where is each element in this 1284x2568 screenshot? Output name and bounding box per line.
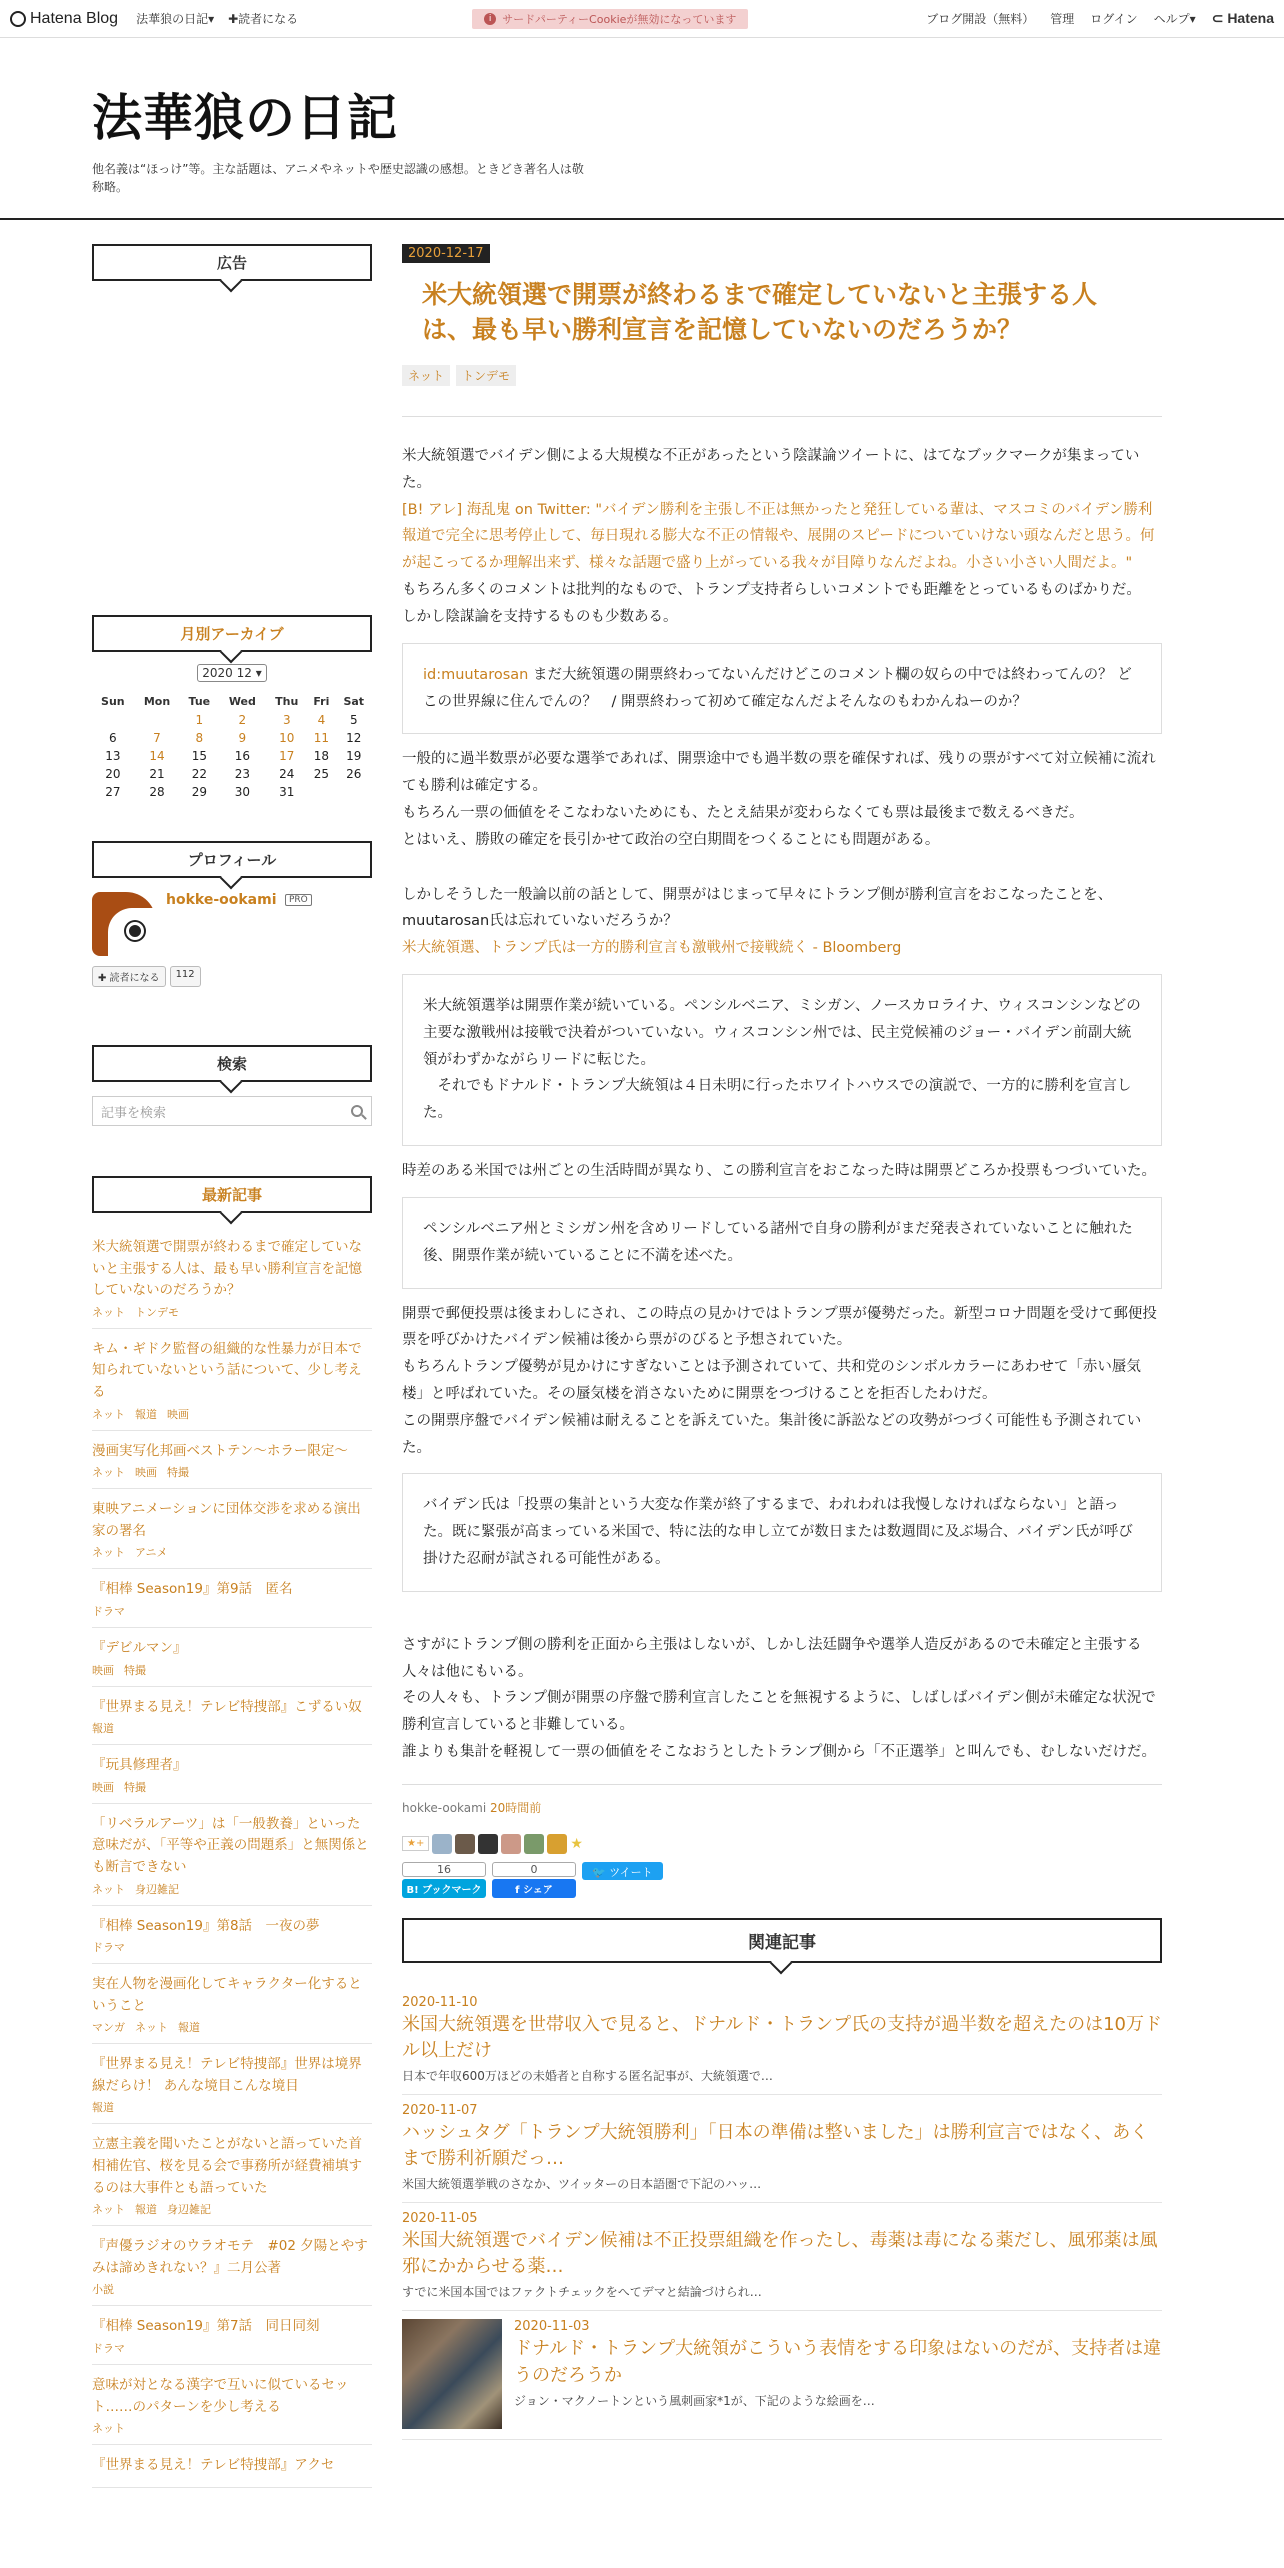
calendar-day: 23 — [234, 767, 250, 781]
recent-item-categories — [92, 2099, 372, 2115]
recent-item-title[interactable]: 『相棒 Season19』第7話 同日同刻 — [92, 2318, 320, 2335]
hatena-logo-icon — [10, 11, 26, 27]
calendar-day: 26 — [346, 767, 362, 781]
blog-menu[interactable]: 法華狼の日記▾ — [136, 12, 215, 26]
recent-item-categories — [92, 1939, 372, 1955]
recent-item-title[interactable]: 『相棒 Season19』第9話 匿名 — [92, 1581, 293, 1598]
category-tag[interactable]: 映画 — [92, 1663, 114, 1677]
author-name[interactable]: hokke-ookami — [402, 1800, 487, 1815]
related-list — [402, 1987, 1162, 2441]
recent-item — [92, 2445, 372, 2488]
blockquote: ペンシルベニア州とミシガン州を含めリードしている諸州で自身の勝利がまだ発表されていないことに触れた後、開票作業が続いていることに不満を述べた。 — [402, 1197, 1162, 1289]
category-tag[interactable]: 小説 — [92, 2283, 114, 2297]
avatar[interactable] — [92, 892, 156, 956]
category-tag[interactable]: マンガ — [92, 2021, 125, 2035]
share-buttons — [402, 1862, 1162, 1898]
category-tag[interactable]: ネット — [92, 1407, 125, 1421]
related-item — [402, 2095, 1162, 2203]
category-tag[interactable]: ネット — [92, 2203, 125, 2217]
recent-item-title[interactable]: 実在人物を漫画化してキャラクター化するということ — [92, 1976, 362, 2014]
recent-item-title[interactable]: 意味が対となる漢字で互いに似ているセット……のパターンを少し考える — [92, 2377, 349, 2415]
related-title: 関連記事 — [402, 1918, 1162, 1963]
tweet-label: ツイート — [609, 1865, 653, 1879]
related-summary: ジョン・マクノートンという風刺画家*1が、下記のような絵画を… — [514, 2393, 875, 2408]
category-tag[interactable]: ネット — [92, 1466, 125, 1480]
cookie-notice-text: サードパーティーCookieが無効になっています — [502, 12, 737, 26]
calendar-day: 18 — [313, 749, 330, 763]
related-item-title[interactable]: 米国大統領選を世帯収入で見ると、ドナルド・トランプ氏の支持が過半数を超えたのは10万ドル以上だけ — [402, 2013, 1162, 2061]
category-tag[interactable]: トンデモ — [456, 365, 516, 386]
related-date[interactable]: 2020-11-03 — [514, 2319, 590, 2335]
paragraph: その人々も、トランプ側が開票の序盤で勝利宣言したことを無視するように、しばしばバイデン側が未確定な状況で勝利宣言していると非難している。 — [402, 1690, 1156, 1734]
recent-item — [92, 1227, 372, 1329]
calendar-day: 12 — [346, 731, 362, 745]
star-user-icon[interactable] — [455, 1834, 475, 1854]
calendar-day: 13 — [105, 749, 121, 763]
related-date[interactable]: 2020-11-07 — [402, 2103, 478, 2119]
recent-item — [92, 1569, 372, 1628]
profile-name[interactable]: hokke-ookami — [166, 892, 277, 908]
add-star-button[interactable]: ★+ — [402, 1836, 429, 1851]
category-tag[interactable]: 報道 — [135, 1407, 157, 1421]
category-tag[interactable]: ネット — [92, 1305, 125, 1319]
calendar-day[interactable]: 3 — [282, 713, 291, 727]
quote-text: まだ大統領選の開票終わってないんだけどこのコメント欄の奴らの中では終わってんの？ どこの世界線に住んでんの？ / 開票終わって初めて確定なんだよそんなのもわかんねーのか？ — [423, 666, 1132, 710]
category-tag[interactable]: ネット — [135, 2021, 168, 2035]
calendar-day — [134, 711, 181, 729]
related-item — [402, 2203, 1162, 2311]
recent-item-categories — [92, 1406, 372, 1422]
related-item-title[interactable]: 米国大統領選でバイデン候補は不正投票組織を作ったし、毒薬は毒になる薬だし、風邪薬は風邪にかからせる薬… — [402, 2230, 1158, 2278]
calendar-day: 19 — [346, 749, 362, 763]
recent-item-categories — [92, 2019, 372, 2035]
recent-item — [92, 1745, 372, 1804]
calendar-day[interactable]: 1 — [195, 713, 204, 727]
related-date[interactable]: 2020-11-05 — [402, 2211, 478, 2227]
recent-item — [92, 2124, 372, 2226]
recent-item-title[interactable]: キム・ギドク監督の組織的な性暴力が日本で知られていないという話について、少し考える — [92, 1340, 362, 1400]
search-input[interactable] — [92, 1096, 372, 1126]
recent-item — [92, 2044, 372, 2124]
calendar-weekday: Sat — [343, 695, 365, 708]
recent-item-categories — [92, 1779, 372, 1795]
bookmark-count[interactable]: 16 — [402, 1862, 486, 1877]
recent-item-title[interactable]: 『世界まる見え！テレビ特捜部』アクセ — [92, 2457, 335, 2474]
calendar-day: 16 — [234, 749, 250, 763]
related-item-title[interactable]: ドナルド・トランプ大統領がこういう表情をする印象はないのだが、支持者は違うのだろうか — [514, 2338, 1162, 2386]
recent-item-categories — [92, 1304, 372, 1320]
blog-description: 他名義は“ほっけ”等。主な話題は、アニメやネットや歴史認識の感想。ときどき著名人は敬称略。 — [92, 162, 584, 194]
blockquote — [402, 643, 1162, 735]
paragraph: とはいえ、勝敗の確定を長引かせて政治の空白期間をつくることにも問題がある。 — [402, 831, 940, 848]
category-tag[interactable]: 報道 — [178, 2021, 200, 2035]
star-user-icon[interactable] — [501, 1834, 521, 1854]
help-menu[interactable]: ヘルプ▾ — [1153, 12, 1196, 26]
category-tag[interactable]: アニメ — [135, 1546, 168, 1560]
recent-item — [92, 1804, 372, 1906]
category-tag[interactable]: 身辺雑記 — [167, 2203, 211, 2217]
info-icon: i — [484, 13, 496, 25]
search-module-title: 検索 — [92, 1045, 372, 1082]
follower-count[interactable]: 112 — [170, 966, 201, 987]
bookmark-button[interactable]: B! ブックマーク — [402, 1879, 486, 1898]
calendar-day: 30 — [234, 785, 250, 799]
calendar-day: 21 — [149, 767, 165, 781]
related-thumbnail[interactable] — [402, 2319, 502, 2429]
recent-item-categories — [92, 1662, 372, 1678]
recent-item — [92, 2226, 372, 2306]
calendar-day — [336, 783, 372, 801]
calendar-weekday: Mon — [143, 695, 171, 708]
related-item — [402, 2311, 1162, 2440]
category-tag[interactable]: 特撮 — [124, 1663, 146, 1677]
recent-item-categories — [92, 1881, 372, 1897]
calendar-day — [92, 711, 134, 729]
calendar-day: 22 — [191, 767, 207, 781]
category-tag[interactable]: 身辺雑記 — [135, 1882, 179, 1896]
related-summary: 米国大統領選挙戦のさなか、ツイッターの日本語圏で下記のハッ… — [402, 2177, 762, 2192]
subscribe-button[interactable]: ✚ 読者になる — [92, 966, 166, 987]
user-link[interactable]: id:muutarosan — [423, 666, 529, 683]
bookmark-link[interactable]: [B! アレ] 海乱鬼 on Twitter: "バイデン勝利を主張し不正は無かったと発狂している輩は、マスコミのバイデン勝利報道で完全に思考停止して、毎日現れる膨大な不正の情報や、展開のスピードについていけない頭なんだと思う。何が起こってるか理解出来ず、様々な話題で盛り上がっている我々が目障りなんだよね。小さい小さい人間だよ。" — [402, 501, 1155, 572]
hatena-logo[interactable]: ⊂ Hatena — [1211, 10, 1274, 26]
category-tag[interactable]: ネット — [92, 1546, 125, 1560]
recent-item — [92, 1964, 372, 2044]
hatena-blog-logo[interactable] — [10, 10, 118, 28]
recent-item-title[interactable]: 『声優ラジオのウラオモテ #02 夕陽とやすみは諦めきれない？』二月公著 — [92, 2238, 368, 2276]
calendar-day: 15 — [191, 749, 207, 763]
category-tag[interactable]: 報道 — [92, 1722, 114, 1736]
category-tag[interactable]: 映画 — [167, 1407, 189, 1421]
divider — [402, 416, 1162, 417]
category-tag[interactable]: ドラマ — [92, 1941, 125, 1955]
logo-text: Hatena Blog — [30, 9, 119, 27]
recent-item-title[interactable]: 『世界まる見え！テレビ特捜部』こずるい奴 — [92, 1698, 362, 1715]
recent-item-categories — [92, 2201, 372, 2217]
archive-module-title[interactable]: 月別アーカイブ — [92, 615, 372, 652]
search-placeholder: 記事を検索 — [101, 1105, 167, 1121]
calendar-day: 27 — [105, 785, 121, 799]
related-item-title[interactable]: ハッシュタグ「トランプ大統領勝利」「日本の準備は整いました」は勝利宣言ではなく、あくまで勝利祈願だっ… — [402, 2122, 1149, 2170]
calendar-day[interactable]: 14 — [149, 749, 165, 763]
related-summary: 日本で年収600万ほどの未婚者と自称する匿名記事が、大統領選で… — [402, 2069, 773, 2084]
related-item — [402, 1987, 1162, 2095]
blog-title[interactable]: 法華狼の日記 — [92, 89, 398, 147]
calendar-day: 25 — [313, 767, 330, 781]
login-link[interactable]: ログイン — [1090, 12, 1138, 26]
calendar-day: 6 — [109, 731, 117, 745]
quote-text: それでもドナルド・トランプ大統領は４日未明に行ったホワイトハウスでの演説で、一方的に勝利を宣言した。 — [423, 1078, 1132, 1122]
recent-item-title[interactable]: 「リベラルアーツ」は「一般教養」といった意味だが、「平等や正義の問題系」と無関係とも断言できない — [92, 1815, 369, 1875]
recent-item-title[interactable]: 『デビルマン』 — [92, 1639, 187, 1656]
open-blog-link[interactable]: ブログ開設（無料） — [926, 12, 1035, 26]
related-summary: すでに米国本国ではファクトチェックをへてデマと結論づけられ… — [402, 2285, 762, 2300]
recent-item — [92, 1687, 372, 1746]
calendar-day[interactable]: 17 — [279, 749, 295, 763]
archive-select[interactable]: 2020 12 ▾ — [197, 664, 266, 682]
calendar-weekday: Thu — [275, 695, 299, 708]
calendar-day[interactable]: 8 — [195, 731, 204, 745]
calendar-day[interactable]: 10 — [279, 731, 295, 745]
category-tag[interactable]: 報道 — [92, 2101, 114, 2115]
blog-header — [0, 38, 1284, 220]
paragraph: 時差のある米国では州ごとの生活時間が異なり、この勝利宣言をおこなった時は開票どころか投票もつづいていた。 — [402, 1163, 1156, 1180]
search-icon[interactable] — [351, 1105, 363, 1117]
calendar-day[interactable]: 9 — [238, 731, 247, 745]
paragraph: 開票で郵便投票は後まわしにされ、この時点の見かけではトランプ票が優勢だった。新型コロナ問題を受けて郵便投票を呼びかけたバイデン候補は後から票がのびると予想されていた。 — [402, 1305, 1157, 1349]
article-meta — [402, 1784, 1162, 1816]
star-icon: ★ — [570, 1835, 583, 1852]
paragraph: 誰よりも集計を軽視して一票の価値をそこなおうとしたトランプ側から「不正選挙」と叫んでも、むしないだけだ。 — [402, 1744, 1156, 1761]
main-content — [402, 244, 1162, 2488]
category-tag[interactable]: トンデモ — [135, 1305, 179, 1319]
recent-item-title[interactable]: 立憲主義を聞いたことがないと語っていた首相補佐官、桜を見る会で事務所が経費補填するのは大事件とも語っていた — [92, 2136, 362, 2196]
calendar-day[interactable]: 4 — [317, 713, 326, 727]
recent-item — [92, 1628, 372, 1687]
recent-item-categories — [92, 1720, 372, 1736]
blockquote — [402, 974, 1162, 1146]
archive-select-wrap — [92, 666, 372, 680]
subscribe-link[interactable]: ✚読者になる — [228, 12, 299, 26]
category-tag[interactable]: 映画 — [92, 1780, 114, 1794]
star-bar — [402, 1834, 1162, 1854]
calendar-day[interactable]: 7 — [153, 731, 161, 745]
recent-item-categories — [92, 2420, 372, 2436]
star-user-icon[interactable] — [547, 1834, 567, 1854]
tweet-button[interactable]: 🐦 ツイート — [582, 1862, 663, 1880]
ad-module-title: 広告 — [92, 244, 372, 281]
calendar-day: 20 — [105, 767, 121, 781]
global-header — [0, 0, 1284, 38]
recent-list — [92, 1227, 372, 2488]
star-user-icon[interactable] — [524, 1834, 544, 1854]
paragraph: しかし陰謀論を支持するものも少数ある。 — [402, 608, 678, 625]
recent-item-categories — [92, 1544, 372, 1560]
calendar-day: 5 — [349, 713, 358, 727]
category-tag[interactable]: ネット — [92, 1882, 125, 1896]
ad-space — [92, 295, 372, 615]
follow-row — [92, 966, 372, 987]
calendar-day[interactable]: 11 — [313, 731, 330, 745]
recent-item-categories — [92, 1603, 372, 1619]
hatena-text: Hatena — [1227, 10, 1274, 26]
article-title[interactable]: 米大統領選で開票が終わるまで確定していないと主張する人は、最も早い勝利宣言を記憶していないのだろうか？ — [422, 280, 1098, 344]
profile-module-title: プロフィール — [92, 841, 372, 878]
star-user-icon[interactable] — [432, 1834, 452, 1854]
category-tag[interactable]: 特撮 — [124, 1780, 146, 1794]
category-tag[interactable]: ドラマ — [92, 2342, 125, 2356]
paragraph: 米大統領選でバイデン側による大規模な不正があったという陰謀論ツイートに、はてなブックマークが集まっていた。 — [402, 448, 1140, 491]
recent-item-categories — [92, 2340, 372, 2356]
calendar-day — [307, 783, 335, 801]
recent-item-title[interactable]: 東映アニメーションに団体交渉を求める演出家の署名 — [92, 1501, 361, 1539]
share-count[interactable]: 0 — [492, 1862, 576, 1877]
recent-item-title[interactable]: 『相棒 Season19』第8話 一夜の夢 — [92, 1917, 320, 1934]
article-categories — [402, 365, 1162, 386]
time-ago[interactable]: 20時間前 — [489, 1800, 542, 1815]
quote-text: 米大統領選挙は開票作業が続いている。ペンシルベニア、ミシガン、ノースカロライナ、ウィスコンシンなどの主要な激戦州は接戦で決着がついていない。ウィスコンシン州では、民主党候補のジョー・バイデン前副大統領がわずかながらリードに転じた。 — [423, 998, 1141, 1068]
recent-item-title[interactable]: 漫画実写化邦画ベストテン～ホラー限定～ — [92, 1442, 348, 1459]
category-tag[interactable]: 報道 — [135, 2203, 157, 2217]
article-date[interactable]: 2020-12-17 — [402, 244, 490, 263]
paragraph: さすがにトランプ側の勝利を正面から主張はしないが、しかし法廷闘争や選挙人造反があるので未確定と主張する人々は他にもいる。 — [402, 1636, 1142, 1680]
category-tag[interactable]: 映画 — [135, 1466, 157, 1480]
recent-item-categories — [92, 1464, 372, 1480]
recent-item-title[interactable]: 米大統領選で開票が終わるまで確定していないと主張する人は、最も早い勝利宣言を記憶していないのだろうか？ — [92, 1239, 362, 1299]
paragraph: 一般的に過半数票が必要な選挙であれば、開票途中でも過半数の票を確保すれば、残りの票がすべて対立候補に流れても勝利は確定する。 — [402, 751, 1156, 795]
category-tag[interactable]: ネット — [402, 365, 450, 386]
star-user-icon[interactable] — [478, 1834, 498, 1854]
admin-link[interactable]: 管理 — [1050, 12, 1075, 26]
calendar-weekday: Tue — [188, 695, 211, 708]
category-tag[interactable]: 特撮 — [167, 1466, 189, 1480]
recent-item — [92, 1329, 372, 1431]
calendar-day: 28 — [149, 785, 165, 799]
recent-item — [92, 1906, 372, 1965]
cookie-notice[interactable] — [472, 9, 748, 29]
recent-item-categories — [92, 2281, 372, 2297]
sidebar — [92, 244, 372, 2488]
related-date[interactable]: 2020-11-10 — [402, 1994, 478, 2010]
pro-badge: PRO — [285, 894, 312, 906]
paragraph: しかしそうした一般論以前の話として、開票がはじまって早々にトランプ側が勝利宣言をおこなったことを、muutarosan氏は忘れていないだろうか？ — [402, 886, 1113, 930]
paragraph: もちろんトランプ優勢が見かけにすぎないことは予測されていて、共和党のシンボルカラーにあわせて「赤い蜃気楼」と呼ばれていた。その蜃気楼を消さないために開票をつづけることを拒否したわけだ。 — [402, 1359, 1141, 1402]
calendar-weekday: Fri — [313, 695, 330, 708]
recent-item-title[interactable]: 『玩具修理者』 — [92, 1757, 187, 1774]
recent-item — [92, 2365, 372, 2445]
recent-item — [92, 1489, 372, 1569]
category-tag[interactable]: ネット — [92, 2422, 125, 2436]
calendar-weekday: Wed — [228, 695, 256, 708]
topbar-right — [926, 10, 1274, 27]
paragraph: もちろん多くのコメントは批判的なもので、トランプ支持者らしいコメントでも距離をとっているものばかりだ。 — [402, 582, 1141, 599]
profile — [92, 892, 372, 956]
bloomberg-link[interactable]: 米大統領選、トランプ氏は一方的勝利宣言も激戦州で接戦続く - Bloomberg — [402, 940, 902, 957]
calendar-day: 29 — [191, 785, 207, 799]
paragraph: もちろん一票の価値をそこなわないためにも、たとえ結果が変わらなくても票は最後まで数えるべきだ。 — [402, 804, 1084, 821]
paragraph: この開票序盤でバイデン候補は耐えることを訴えていた。集計後に訴訟などの攻勢がつづく可能性も予測されていた。 — [402, 1412, 1142, 1456]
calendar-day: 31 — [279, 785, 295, 799]
blockquote: バイデン氏は「投票の集計という大変な作業が終了するまで、われわれは我慢しなければならない」と語った。既に緊張が高まっている米国で、特に法的な申し立てが数日または数週間に及ぶ場合、バイデン氏が呼び掛けた忍耐が試される可能性がある。 — [402, 1473, 1162, 1591]
calendar-weekday: Sun — [101, 695, 125, 708]
facebook-share-button[interactable]: f シェア — [492, 1879, 576, 1898]
recent-item-title[interactable]: 『世界まる見え！テレビ特捜部』世界は境界線だらけ！ あんな境目こんな境目 — [92, 2056, 362, 2094]
recent-module-title[interactable]: 最新記事 — [92, 1176, 372, 1213]
calendar-day[interactable]: 2 — [238, 713, 247, 727]
calendar-day: 24 — [279, 767, 295, 781]
category-tag[interactable]: ドラマ — [92, 1604, 125, 1618]
archive-calendar — [92, 692, 372, 801]
recent-item — [92, 1431, 372, 1490]
recent-item — [92, 2306, 372, 2365]
